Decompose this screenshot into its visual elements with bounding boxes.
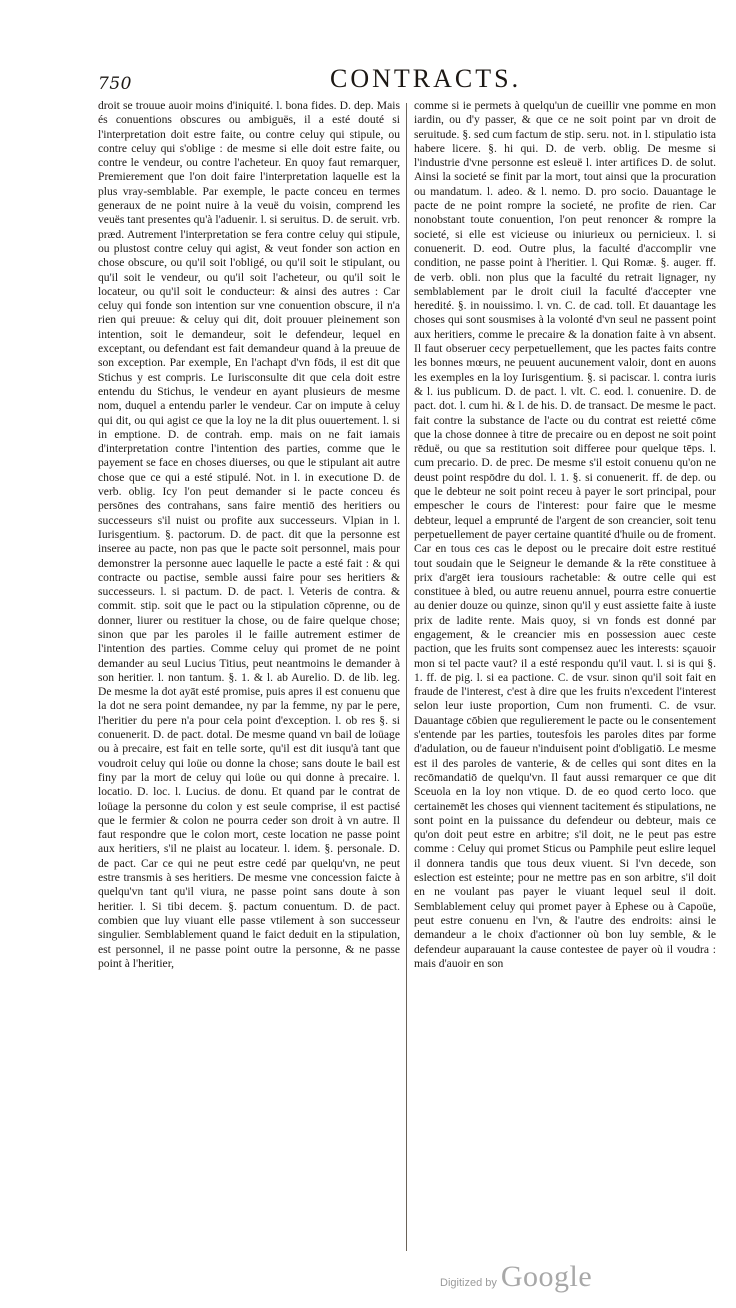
running-title: CONTRACTS.: [330, 64, 522, 93]
column-divider: [406, 103, 407, 1251]
right-column: [414, 99, 716, 1249]
right-column-text: comme si ie permets à quelqu'un de cueillir vne pomme en mon iardin, ou d'y passer, & que ce ne soit point par vn droit de seruitude. §. sed cum factum de stip. seru. not. in l. stipulatio ista habere licere. §. hi qui. D. de verb. oblig. De mesme si l'industrie d'vne personne est esleuë l. inter artifices D. de solut. Ainsi la societé se finit par la mort, tout ainsi que la procuration ou mandatum. l. adeo. & l. nemo. D. pro socio. Dauantage le pacte de ne point rompre la societé, ne profite de rien. Car nonobstant toute conuention, l'on peut renoncer & rompre la societé, si elle est vicieuse ou iniurieux ou pernicieux. l. si conuenerit. D. eod. Outre plus, la faculté d'accomplir vne condition, ne passe point à l'heritier. l. Qui Romæ. §. auger. ff. de verb. obli. non plus que la faculté du retrait lignager, ny semblablement par le droit ciuil la faculté d'accepter vne heredité. §. in nouissimo. l. vn. C. de cad. toll. Et dauantage les choses qui sont sousmises à la volonté d'vn seul ne passent point aux heritiers, comme le precaire & la donation faite à vn absent. Il faut obseruer cecy perpetuellement, que les pactes faits contre les bonnes mœurs, ne peuuent aucunement valoir, dont en auons les exemples en la loy Iurisgentium. §. si paciscar. l. contra iuris & l. ius publicum. D. de pact. l. vlt. C. eod. l. conuenire. D. de pact. dot. l. cum hi. & l. de his. D. de transact. De mesme le pact. fait contre la substance de l'acte ou du contrat est reietté cōme que la chose donnee à titre de precaire ou en depost ne soit point rēduë, ou que sa restitution soit differee pour quelque tēps. l. cum precario. D. de prec. De mesme s'il estoit conuenu qu'on ne deust point respōdre du dol. l. 1. §. si conuenerit. ff. de dep. ou que le debteur ne soit point receu à payer le sort principal, pour empescher le cours de l'interest: pour faire que le mesme debteur, lequel a emprunté de l'argent de son creancier, soit tenu perpetuellement de payer certaine quantité d'huile ou de froment. Car en tous ces cas le depost ou le precaire doit estre restitué tout soudain que le Seigneur le demande & la rēte constituee à prix d'argēt iera tousiours rachetable: & outre celle qui est constituee à bled, ou autre reuenu annuel, pourra estre conuertie au denier douze ou quinze, sinon qu'il y eust assiette faite à iuste prix de ladite rente. Mais quoy, si vn fonds est donné par engagement, & le creancier mis en possession auec ceste paction, que les fruits sont compensez auec les interests: sçauoir mon si tel pacte vaut? il a esté respondu qu'il vaut. l. si is qui §. 1. ff. de pig. l. si ea pactione. C. de vsur. sinon qu'il soit fait en fraude de l'interest, c'est à dire que les fruits n'excedent l'interest selon leur iuste proportion, Cum non frumenti. C. de vsur. Dauantage cōbien que regulierement le pacte ou le consentement s'entende par les parties, toutesfois les paroles dites par forme d'adulation, ou de faueur n'induisent point d'obligatiō. Le mesme est il des paroles de vanterie, & de celles qui sont dites en la recōmandatiō de quelqu'vn. Il faut aussi remarquer ce que dit Sceuola en la loy non vtique. D. de eo quod certo loco. que certainemēt les choses qui viennent tacitement és stipulations, ne sont point en la puissance du defendeur ou debteur, mais ce qu'on doit peut estre en arbitre; s'il doit, ne le peut pas estre comme : Celuy qui promet Sticus ou Pamphile peut eslire lequel il donnera tandis que tous deux viuent. Si l'vn decede, son eslection est esteinte; pour ne mettre pas en son arbitre, s'il doit en ne voulant pas payer le viuant lequel seul il doit. Semblablement celuy qui promet payer à Ephese ou à Capoüe, peut estre conuenu en l'vn, & l'autre des endroits: ainsi le demandeur a le choix d'actionner où bon luy semble, & le defendeur auparauant la cause contestee de payer où il voudra : mais d'auoir en son: [414, 99, 716, 970]
left-column: [98, 99, 400, 1249]
page-header: [98, 58, 718, 98]
digitized-watermark: [440, 1260, 592, 1294]
watermark-prefix: Digitized by: [440, 1277, 497, 1289]
google-logo: Google: [500, 1260, 593, 1293]
page-number: 750: [98, 74, 132, 94]
left-column-text: droit se trouue auoir moins d'iniquité. l. bona fides. D. dep. Mais és conuentions obscures ou ambiguës, il a esté douté si l'interpretation doit estre faite, ou contre celuy qui stipule, ou contre celuy qui s'oblige : de mesme si elle doit estre faite, ou contre le vendeur, ou contre l'acheteur. En quoy faut remarquer, Premierement que l'on doit faire l'interpretation laquelle est la plus vray-semblable. Par exemple, le pacte conceu en termes generaux de ne point nuire à la veuë du voisin, comprend les veuës tant presentes qu'à l'aduenir. l. si seruitus. D. de seruit. vrb. præd. Autrement l'interpretation se fera contre celuy qui stipule, ou plustost contre celuy qui agist, & veut fonder son action en chose obscure, ou qu'il soit l'obligé, ou qu'il soit le stipulant, ou qu'il soit le vendeur, ou qu'il soit l'acheteur, ou qu'il soit le locateur, ou qu'il soit le conducteur: & ainsi des autres : Car celuy qui fonde son intention sur vne conuention obscure, il n'a rien qui preuue: & celuy qui dit, doit prouuer pleinement son intention, soit le demandeur, soit le defendeur, lequel en exceptant, ou defendant est fait demandeur quand à la preuue de son exception. Par exemple, En l'achapt d'vn fōds, il est dit que Stichus y est compris. Le Iurisconsulte dit que cela doit estre entendu du Stichus, le vendeur en ayant plusieurs de mesme nom, duquel a entendu parler le vendeur. Car on impute à celuy qui dit, ou qui agist ce que la loy ne la dit plus ouuertement. l. si in emptione. D. de contrah. emp. mais on ne fait iamais d'interpretation contre l'intention des parties, comme que le payement se face en choses diuerses, ou que le stipulant ait autre chose que ce qui a esté stipulé. Not. in l. in executione D. de verb. oblig. Icy l'on peut demander si le pacte conceu és persōnes des contrahans, sans faire mentiō des heritiers ou successeurs s'il nuist ou profite aux successeurs. Vlpian in l. Iurisgentium. §. pactorum. D. de pact. dit que la personne est inseree au pacte, non pas que le pacte soit personnel, mais pour demonstrer la personne auec laquelle le pacte a esté fait : & qui contracte ou pactise, semble aussi faire pour ses heritiers & successeurs. l. si pactum. D. de pact. l. Veteris de contra. & commit. stip. soit que le pact ou la stipulation cōprenne, ou de donner, liurer ou restituer la chose, ou de faire quelque chose; sinon que par les paroles il le faille autrement estimer de l'intention des parties. Comme celuy qui promet de ne point demander au seul Lucius Titius, peut neantmoins le demander à son heritier. l. non tantum. §. 1. & l. ab Aurelio. D. de lib. leg. De mesme la dot ayāt esté promise, puis apres il est conuenu que la dot ne sera point demandee, ny par la femme, ny par le pere, l'heritier du pere n'a pour cela point d'exception. l. ob res §. si conuenerit. D. de pact. dotal. De mesme quand vn bail de loüage ou à precaire, est fait en telle sorte, qu'il est dit iusqu'à tant que voudroit celuy qui loüe ou donne la chose; sans doute le bail est finy par la mort de celuy qui loüe ou qui donne à precaire. l. locatio. D. loc. l. Lucius. de donu. Et quand par le contrat de loüage la personne du colon y est seule comprise, il est pactisé que le fermier & colon ne pourra ceder son droit à vn autre. Il faut respondre que le colon mort, ceste location ne passe point aux heritiers, s'il ne plaist au locateur. l. idem. §. personale. D. de pact. Car ce qui ne peut estre cedé par quelqu'vn, ne peut estre transmis à ses heritiers. De mesme vne concession faicte à quelqu'vn tant qu'il viura, ne passe point sans doute à son heritier. l. Si tibi decem. §. pactum conuentum. D. de pact. combien que luy viuant elle passe vtilement à son successeur singulier. Semblablement quand le faict deduit en la stipulation, est personnel, il ne passe point outre la personne, & ne passe point à l'heritier,: [98, 99, 400, 970]
